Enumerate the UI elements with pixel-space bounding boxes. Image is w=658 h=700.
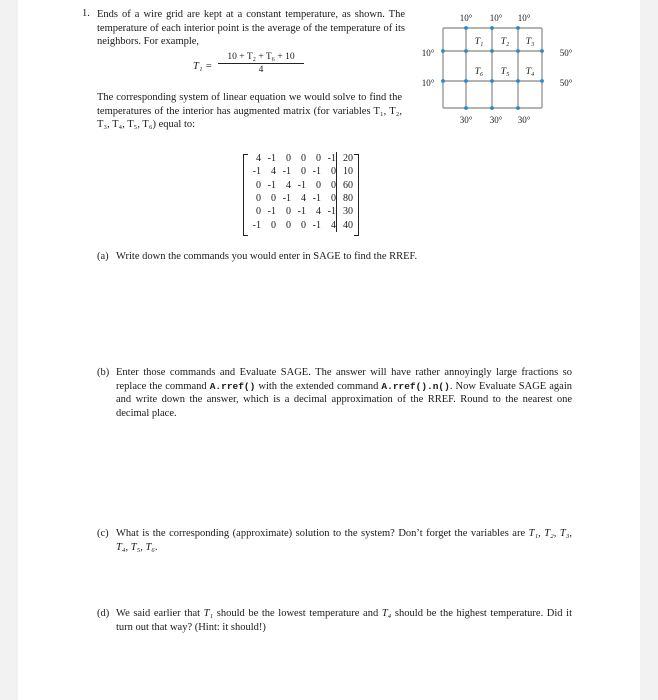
grid-bottom-node-label: T₅: [500, 67, 510, 77]
part-b-label: (b): [97, 367, 110, 378]
matrix-right-bracket: [354, 154, 359, 236]
matrix-description: The corresponding system of linear equation we would solve to find the temperatures of the interior has augmented matrix (for variables T₁, T₂, T₃, T₄, T₅, T₆) equal to:: [97, 92, 402, 131]
matrix-cell: 4: [256, 153, 261, 165]
part-a-text: Write down the commands you would enter in SAGE to find the RREF.: [116, 251, 418, 262]
grid-node-dot: [516, 26, 520, 30]
part-d-text-3: should be the highest temperature. Did it turn out that way? (Hint: it should!): [116, 608, 572, 633]
grid-node-dot: [464, 79, 468, 83]
part-c-text-2: .: [154, 541, 158, 553]
matrix-cell: 0: [301, 219, 306, 231]
matrix-table: [249, 152, 353, 232]
matrix-rhs-cell: 40: [337, 218, 354, 231]
matrix-rhs-cell: 30: [337, 205, 354, 218]
formula-numerator: 10 + T₂ + T₆ + 10: [218, 52, 304, 64]
matrix-cell: -1: [252, 219, 261, 231]
matrix-cell: 0: [256, 193, 261, 205]
matrix-cell: -1: [312, 166, 321, 178]
grid-right-temp-label: 50°: [559, 48, 573, 58]
matrix-cell: 0: [316, 179, 321, 191]
grid-node-dot: [490, 26, 494, 30]
part-b-code-1: A.rref(): [209, 380, 256, 392]
part-b-text-3: . Now Evaluate SAGE again and write down the answer, which is a decimal approximation of the RREF. Round to the nearest one decimal place.: [116, 380, 572, 419]
grid-left-temp-label: 10°: [421, 78, 435, 88]
matrix-row: [249, 179, 353, 192]
matrix-cell: -1: [267, 206, 276, 218]
matrix-cell: -1: [282, 166, 291, 178]
grid-node-dot: [441, 79, 445, 83]
matrix-row: [249, 205, 353, 218]
matrix-left-bracket: [243, 154, 248, 236]
part-a-label: (a): [97, 251, 109, 262]
formula-lhs: T₁ =: [193, 61, 213, 72]
matrix-cell: -1: [252, 166, 261, 178]
matrix-row: [249, 192, 353, 205]
matrix-cell: 0: [286, 153, 291, 165]
matrix-cell: 0: [256, 179, 261, 191]
grid-bottom-temp-label: 30°: [517, 115, 531, 125]
part-d-text-2: should be the lowest temperature and: [213, 608, 382, 619]
wire-grid-figure: [410, 8, 585, 133]
part-d-label: (d): [97, 608, 110, 619]
part-b: [97, 366, 572, 420]
matrix-row: [249, 165, 353, 178]
matrix-rhs-cell: 10: [337, 165, 354, 178]
grid-top-node-label: T₂: [500, 37, 510, 47]
part-b-text-2: with the extended command: [255, 380, 382, 392]
part-c-label: (c): [97, 528, 109, 539]
grid-right-temp-label: 50°: [559, 78, 573, 88]
formula-denominator: 4: [258, 65, 264, 75]
grid-left-temp-label: 10°: [421, 48, 435, 58]
matrix-cell: -1: [282, 193, 291, 205]
matrix-cell: 0: [301, 166, 306, 178]
part-d-t1: T₁: [203, 608, 214, 619]
augmented-matrix: [249, 152, 353, 232]
matrix-cell: 0: [316, 153, 321, 165]
matrix-cell: -1: [327, 153, 336, 165]
matrix-cell: 0: [301, 153, 306, 165]
matrix-row: [249, 218, 353, 231]
grid-node-dot: [516, 106, 520, 110]
grid-node-dot: [464, 49, 468, 53]
grid-top-node-label: T₃: [525, 37, 535, 47]
part-c-vars: T₁, T₂, T₃, T₄, T₅, T₆: [116, 528, 572, 553]
part-a: [97, 250, 577, 264]
problem-number: 1.: [82, 8, 90, 19]
part-b-code-2: A.rref().n(): [381, 380, 450, 392]
formula-fraction: [218, 52, 304, 75]
matrix-rhs-cell: 60: [337, 179, 354, 192]
matrix-cell: -1: [297, 179, 306, 191]
part-d-text-1: We said earlier that: [116, 608, 204, 619]
part-b-text-1: Enter those commands and Evaluate SAGE. The answer will have rather annoyingly large fractions so replace the command: [116, 367, 572, 392]
matrix-cell: 0: [286, 206, 291, 218]
matrix-cell: -1: [297, 206, 306, 218]
grid-node-dot: [464, 106, 468, 110]
grid-bottom-temp-label: 30°: [459, 115, 473, 125]
matrix-cell: 4: [331, 219, 336, 231]
matrix-cell: 0: [286, 219, 291, 231]
matrix-cell: 0: [331, 193, 336, 205]
matrix-cell: 0: [271, 219, 276, 231]
grid-node-dot: [464, 26, 468, 30]
grid-top-node-label: T₁: [474, 37, 484, 47]
part-c-text-1: What is the corresponding (approximate) solution to the system? Don’t forget the variables are: [116, 528, 529, 539]
grid-node-dot: [516, 79, 520, 83]
matrix-cell: 0: [256, 206, 261, 218]
matrix-cell: -1: [327, 206, 336, 218]
matrix-cell: 4: [271, 166, 276, 178]
grid-top-temp-label: 10°: [517, 13, 531, 23]
matrix-cell: 0: [331, 179, 336, 191]
grid-node-dot: [540, 79, 544, 83]
matrix-cell: 4: [316, 206, 321, 218]
part-c: [97, 527, 572, 554]
matrix-cell: 4: [286, 179, 291, 191]
grid-bottom-node-label: T₆: [474, 67, 484, 77]
grid-node-dot: [490, 106, 494, 110]
grid-bottom-node-label: T₄: [525, 67, 535, 77]
matrix-cell: 0: [271, 193, 276, 205]
matrix-cell: -1: [312, 219, 321, 231]
part-d: [97, 607, 572, 634]
matrix-rhs-cell: 20: [337, 152, 354, 165]
matrix-cell: 4: [301, 193, 306, 205]
matrix-row: [249, 152, 353, 165]
problem-intro: Ends of a wire grid are kept at a constant temperature, as shown. The temperature of each interior point is the average of the temperature of its neighbors. For example,: [97, 9, 405, 48]
grid-top-temp-label: 10°: [459, 13, 473, 23]
grid-node-dot: [490, 79, 494, 83]
matrix-cell: 0: [331, 166, 336, 178]
matrix-cell: -1: [267, 179, 276, 191]
matrix-rhs-cell: 80: [337, 192, 354, 205]
matrix-cell: -1: [267, 153, 276, 165]
part-d-t4: T₄: [381, 608, 392, 619]
matrix-cell: -1: [312, 193, 321, 205]
grid-node-dot: [516, 49, 520, 53]
grid-bottom-temp-label: 30°: [489, 115, 503, 125]
grid-node-dot: [441, 49, 445, 53]
grid-top-temp-label: 10°: [489, 13, 503, 23]
grid-node-dot: [540, 49, 544, 53]
grid-node-dot: [490, 49, 494, 53]
